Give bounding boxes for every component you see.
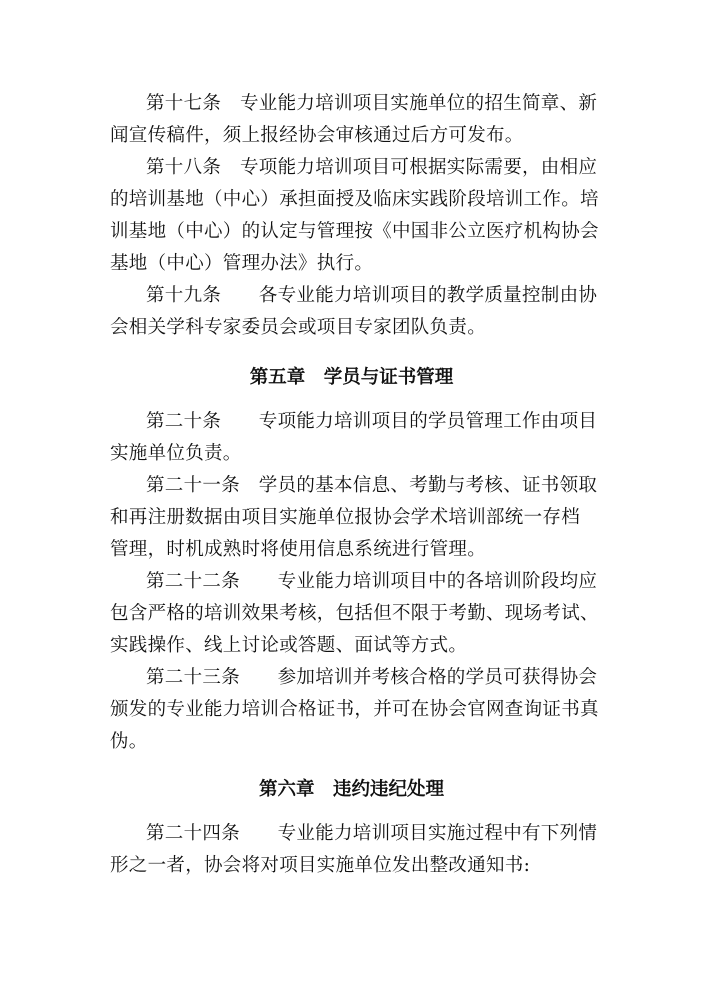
article-17-line-1: 第十七条 专业能力培训项目实施单位的招生简章、新 [146,93,598,114]
article-20-line-1: 第二十条 专项能力培训项目的学员管理工作由项目 [146,411,598,432]
article-18-line-4: 基地（中心）管理办法》执行。 [110,253,374,274]
article-18-line-3: 训基地（中心）的认定与管理按《中国非公立医疗机构协会 [110,221,599,242]
article-19-line-2: 会相关学科专家委员会或项目专家团队负责。 [110,317,487,338]
chapter-6-heading: 第六章 违约违纪处理 [258,779,444,800]
article-18-line-1: 第十八条 专项能力培训项目可根据实际需要，由相应 [146,157,598,178]
article-21-line-1: 第二十一条 学员的基本信息、考勤与考核、证书领取 [146,475,598,496]
article-18-line-2: 的培训基地（中心）承担面授及临床实践阶段培训工作。培 [110,189,599,210]
chapter-5-heading: 第五章 学员与证书管理 [249,367,454,388]
article-17-line-2: 闻宣传稿件，须上报经协会审核通过后方可发布。 [110,125,524,146]
article-22-line-1: 第二十二条 专业能力培训项目中的各培训阶段均应 [146,571,598,592]
article-21-line-2: 和再注册数据由项目实施单位报协会学术培训部统一存档 [110,507,581,528]
article-20-line-2: 实施单位负责。 [110,443,242,464]
article-19-line-1: 第十九条 各专业能力培训项目的教学质量控制由协 [146,285,598,306]
article-22-line-2: 包含严格的培训效果考核，包括但不限于考勤、现场考试、 [110,603,599,624]
article-23-line-3: 伪。 [110,731,148,752]
article-22-line-3: 实践操作、线上讨论或答题、面试等方式。 [110,635,468,656]
article-24-line-2: 形之一者，协会将对项目实施单位发出整改通知书: [110,855,531,876]
article-23-line-1: 第二十三条 参加培训并考核合格的学员可获得协会 [146,667,598,688]
article-24-line-1: 第二十四条 专业能力培训项目实施过程中有下列情 [146,823,598,844]
article-23-line-2: 颁发的专业能力培训合格证书，并可在协会官网查询证书真 [110,699,599,720]
article-21-line-3: 管理，时机成熟时将使用信息系统进行管理。 [110,539,487,560]
